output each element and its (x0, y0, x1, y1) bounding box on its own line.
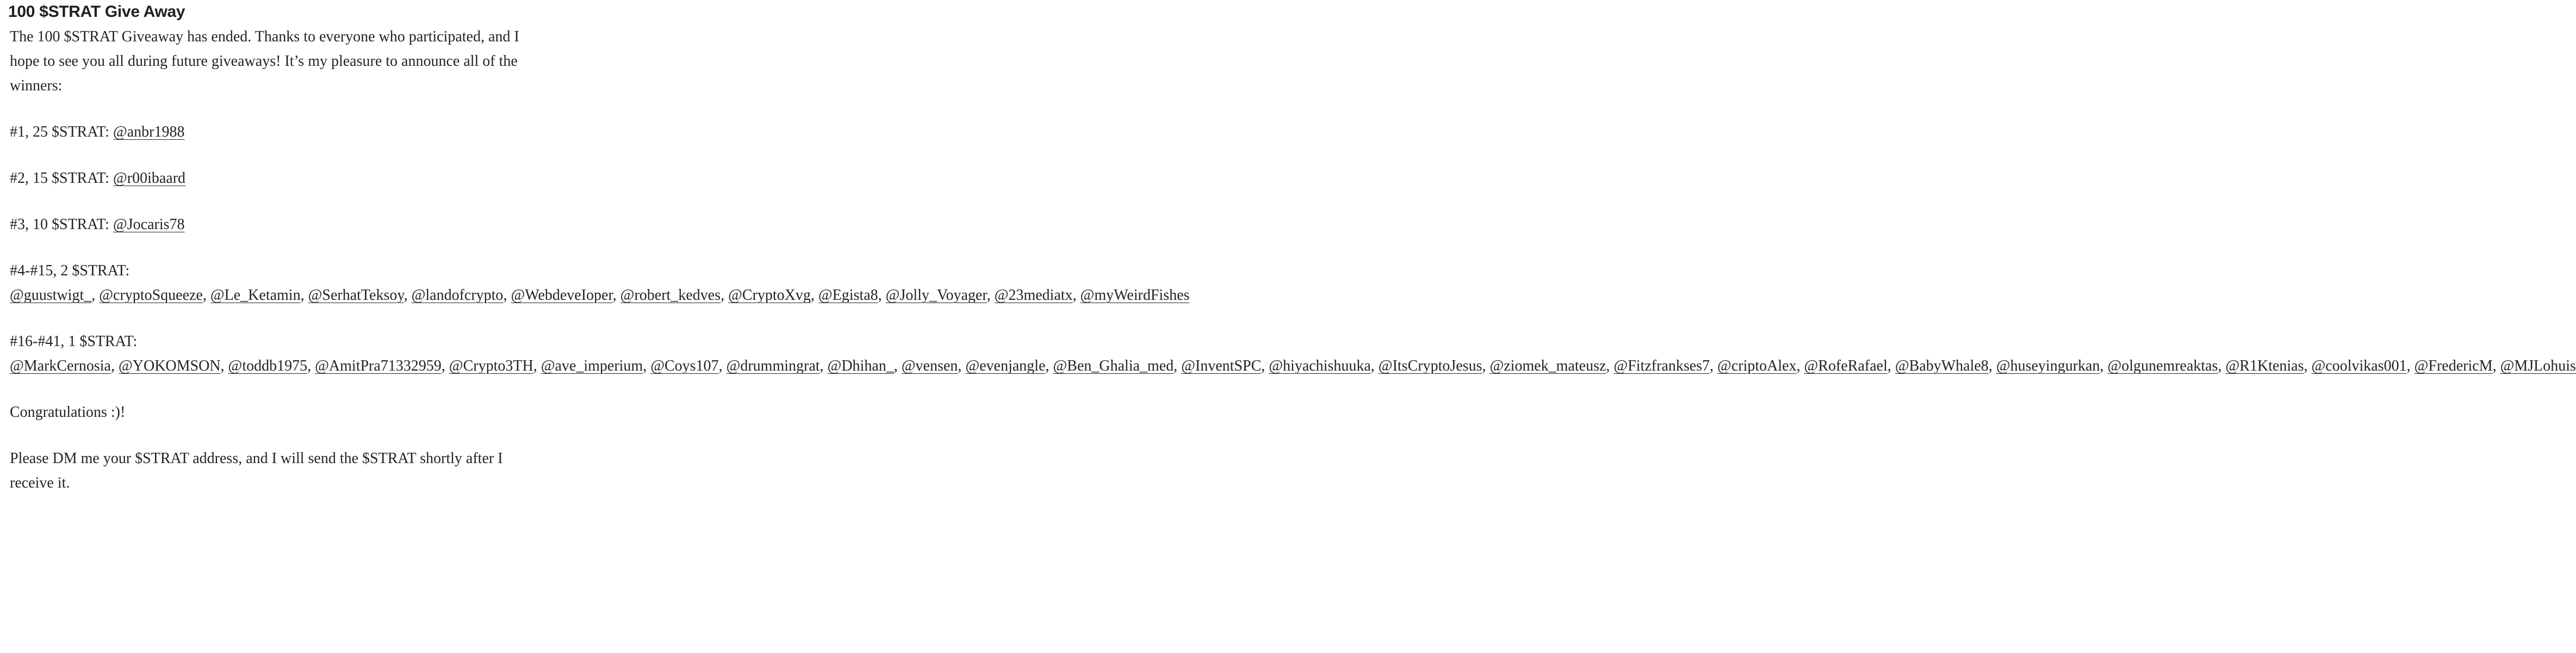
handle-separator: , (1072, 287, 1081, 304)
winners-list (10, 120, 2576, 378)
winner-handle-link[interactable]: @drummingrat (726, 358, 820, 374)
winner-group (10, 166, 537, 190)
winner-handle-link[interactable]: @Egista8 (818, 287, 878, 304)
winner-group (10, 212, 537, 237)
winner-handle-link[interactable]: @cryptoSqueeze (99, 287, 203, 304)
winner-handle-link[interactable]: @23mediatx (994, 287, 1073, 304)
winner-handle-link[interactable]: @R1Ktenias (2225, 358, 2304, 374)
handle-separator: , (958, 358, 966, 374)
winner-group-label: #16-#41, 1 $STRAT: (10, 333, 138, 350)
handle-separator: , (404, 287, 412, 304)
intro-paragraph: The 100 $STRAT Giveaway has ended. Thanks to everyone who participated, and I hope to see you all during future giveaways! It’s my pleasure to announce all of the winners: (10, 28, 519, 94)
winner-handle-link[interactable]: @coolvikas001 (2311, 358, 2407, 374)
winner-handle-link[interactable]: @ave_imperium (541, 358, 643, 374)
winner-handle-link[interactable]: @robert_kedves (620, 287, 721, 304)
handle-separator: , (878, 287, 886, 304)
winner-handle-link[interactable]: @CryptoXvg (728, 287, 811, 304)
winner-handle-link[interactable]: @ItsCryptoJesus (1378, 358, 1482, 374)
handle-separator: , (503, 287, 511, 304)
handle-separator: , (533, 358, 541, 374)
winner-handle-link[interactable]: @Coys107 (650, 358, 719, 374)
winner-handle-link[interactable]: @guustwigt_ (10, 287, 92, 304)
handle-separator: , (721, 287, 729, 304)
handle-separator: , (612, 287, 620, 304)
handle-separator: , (91, 287, 100, 304)
winner-handle-link[interactable]: @Ben_Ghalia_med (1053, 358, 1174, 374)
winner-handle-link[interactable]: @BabyWhale8 (1895, 358, 1989, 374)
article-title: 100 $STRAT Give Away (8, 3, 185, 21)
handle-separator: , (1988, 358, 1996, 374)
winner-handle-link[interactable]: @YOKOMSON (118, 358, 221, 374)
winner-group-label: #4-#15, 2 $STRAT: (10, 262, 130, 279)
winner-handle-link[interactable]: @InventSPC (1181, 358, 1262, 374)
handle-separator: , (441, 358, 449, 374)
handle-separator: , (2218, 358, 2226, 374)
handle-separator: , (986, 287, 995, 304)
handle-separator: , (202, 287, 210, 304)
winner-handle-link[interactable]: @Le_Ketamin (210, 287, 301, 304)
handle-separator: , (820, 358, 828, 374)
winner-handle-link[interactable]: @AmitPra71332959 (315, 358, 442, 374)
winner-handle-link[interactable]: @MarkCernosia (10, 358, 111, 374)
winner-handle-link[interactable]: @MJLohuis (2500, 358, 2576, 374)
winner-handle-link[interactable]: @vensen (901, 358, 958, 374)
winner-handle-link[interactable]: @huseyingurkan (1996, 358, 2100, 374)
winner-handle-link[interactable]: @RofeRafael (1804, 358, 1888, 374)
winner-handle-link[interactable]: @Crypto3TH (449, 358, 533, 374)
article-body (8, 0, 2576, 495)
winner-handle-link[interactable]: @anbr1988 (113, 124, 185, 140)
winner-handle-link[interactable]: @WebdeveIoper (511, 287, 613, 304)
winner-group (10, 329, 2576, 378)
handle-separator: , (220, 358, 228, 374)
winner-handle-link[interactable]: @Fitzfrankses7 (1613, 358, 1710, 374)
winner-handle-link[interactable]: @evenjangle (965, 358, 1046, 374)
handle-separator: , (110, 358, 119, 374)
winner-handle-link[interactable]: @SerhatTeksoy (308, 287, 404, 304)
handle-separator: , (2406, 358, 2414, 374)
handle-separator: , (1887, 358, 1895, 374)
winner-handle-link[interactable]: @Dhihan_ (827, 358, 894, 374)
handle-separator: , (893, 358, 902, 374)
handle-separator: , (1174, 358, 1182, 374)
winner-handle-link[interactable]: @landofcrypto (411, 287, 504, 304)
congratulations-text: Congratulations :)! (10, 404, 126, 421)
handle-separator: , (1796, 358, 1804, 374)
handle-separator: , (1482, 358, 1490, 374)
handle-separator: , (810, 287, 818, 304)
winner-handle-link[interactable]: @hiyachishuuka (1269, 358, 1371, 374)
handle-separator: , (2100, 358, 2108, 374)
handle-separator: , (300, 287, 308, 304)
winner-group-label: #1, 25 $STRAT: (10, 124, 113, 140)
winner-group (10, 258, 1190, 307)
winner-handle-link[interactable]: @FredericM (2414, 358, 2493, 374)
winner-handle-link[interactable]: @myWeirdFishes (1080, 287, 1190, 304)
handle-separator: , (1606, 358, 1614, 374)
closing-paragraph: Please DM me your $STRAT address, and I will send the $STRAT shortly after I receive it. (10, 450, 503, 491)
handle-separator: , (1045, 358, 1053, 374)
winner-group-label: #3, 10 $STRAT: (10, 216, 113, 233)
handle-separator: , (1261, 358, 1269, 374)
winner-handle-link[interactable]: @Jolly_Voyager (885, 287, 987, 304)
handle-separator: , (2492, 358, 2500, 374)
handle-separator: , (718, 358, 727, 374)
winner-handle-link[interactable]: @olgunemreaktas (2107, 358, 2218, 374)
handle-separator: , (1710, 358, 1718, 374)
winner-handle-link[interactable]: @criptoAlex (1717, 358, 1797, 374)
winner-handle-link[interactable]: @ziomek_mateusz (1489, 358, 1606, 374)
winner-group-label: #2, 15 $STRAT: (10, 170, 113, 187)
handle-separator: , (307, 358, 315, 374)
winner-group (10, 120, 537, 144)
handle-separator: , (1370, 358, 1379, 374)
handle-separator: , (2304, 358, 2312, 374)
winner-handle-link[interactable]: @toddb1975 (228, 358, 308, 374)
handle-separator: , (643, 358, 651, 374)
winner-handle-link[interactable]: @Jocaris78 (113, 216, 185, 233)
winner-handle-link[interactable]: @r00ibaard (113, 170, 186, 187)
